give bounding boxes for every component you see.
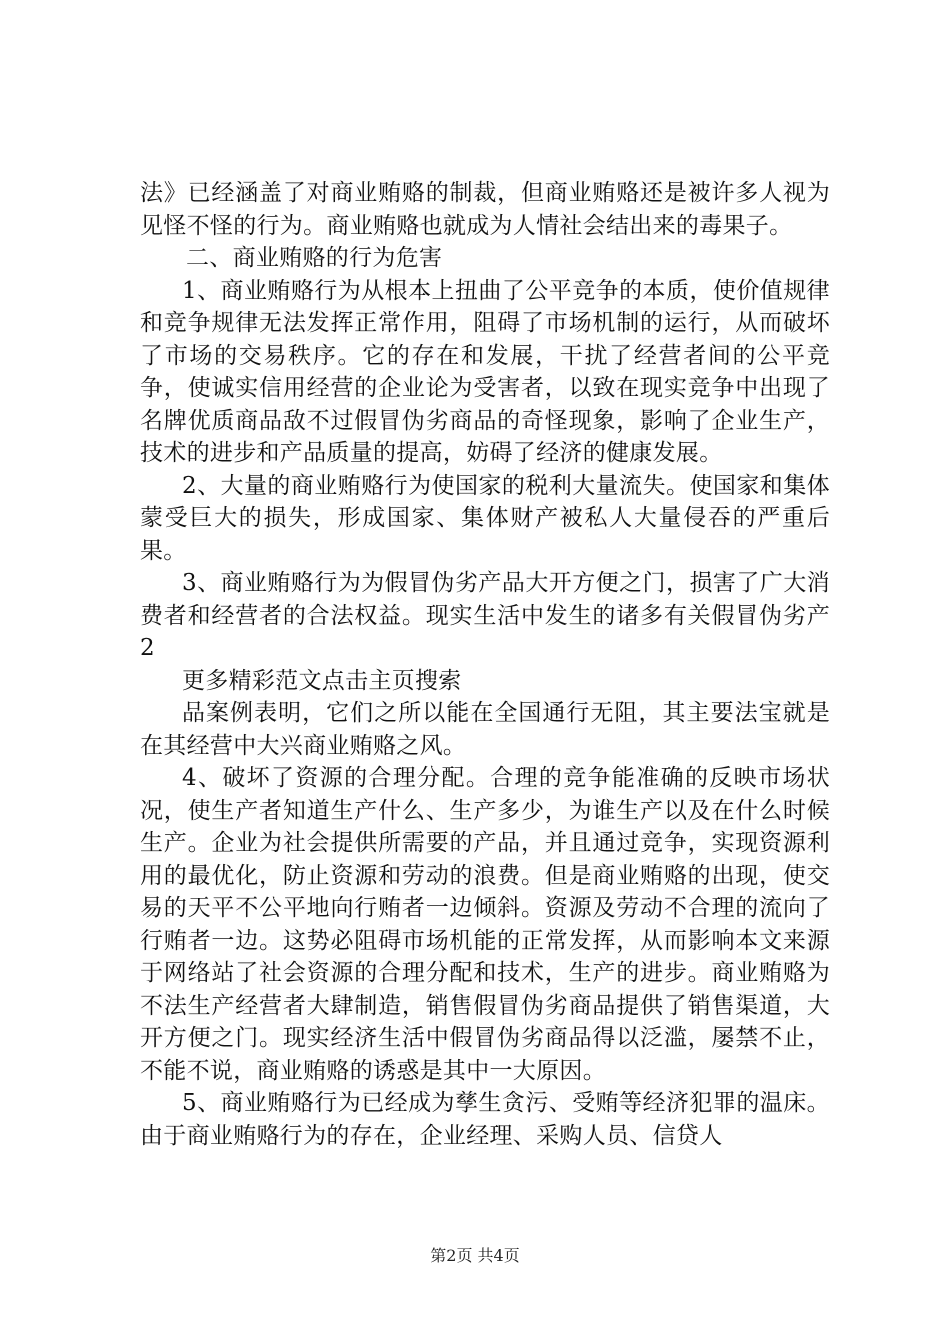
paragraph-harm-5: 5、商业贿赂行为已经成为孳生贪污、受贿等经济犯罪的温床。由于商业贿赂行为的存在，企业经理、采购人员、信贷人 — [140, 1090, 830, 1149]
promo-line: 更多精彩范文点击主页搜索 — [182, 667, 462, 694]
paragraph-harm-1: 1、商业贿赂行为从根本上扭曲了公平竞争的本质，使价值规律和竞争规律无法发挥正常作用，阻碍了市场机制的运行，从而破坏了市场的交易秩序。它的存在和发展，干扰了经营者间的公平竞争，使诚实信用经营的企业论为受害者，以致在现实竞争中出现了名牌优质商品敌不过假冒伪劣商品的奇怪现象，影响了企业生产，技术的进步和产品质量的提高，妨碍了经济的健康发展。 — [140, 277, 830, 466]
paragraph-harm-4: 4、破坏了资源的合理分配。合理的竞争能准确的反映市场状况，使生产者知道生产什么、生产多少，为谁生产以及在什么时候生产。企业为社会提供所需要的产品，并且通过竞争，实现资源利用的最优化，防止资源和劳动的浪费。但是商业贿赂的出现，使交易的天平不公平地向行贿者一边倾斜。资源及劳动不合理的流向了行贿者一边。这势必阻碍市场机能的正常发挥，从而影响本文来源于网络站了社会资源的合理分配和技术，生产的进步。商业贿赂为不法生产经营者大肆制造，销售假冒伪劣商品提供了销售渠道，大开方便之门。现实经济生活中假冒伪劣商品得以泛滥，屡禁不止，不能不说，商业贿赂的诱惑是其中一大原因。 — [140, 765, 830, 1084]
document-body — [140, 177, 830, 1152]
paragraph-continuation: 法》已经涵盖了对商业贿赂的制裁，但商业贿赂还是被许多人视为见怪不怪的行为。商业贿赂也就成为人情社会结出来的毒果子。 — [140, 180, 830, 239]
paragraph-harm-3-continued: 品案例表明，它们之所以能在全国通行无阻，其主要法宝就是在其经营中大兴商业贿赂之风。 — [140, 700, 830, 759]
paragraph-harm-3: 3、商业贿赂行为为假冒伪劣产品大开方便之门，损害了广大消费者和经营者的合法权益。现实生活中发生的诸多有关假冒伪劣产2 — [140, 570, 830, 661]
paragraph-harm-2: 2、大量的商业贿赂行为使国家的税利大量流失。使国家和集体蒙受巨大的损失，形成国家、集体财产被私人大量侵吞的严重后果。 — [140, 472, 830, 564]
page-number-footer: 第2页 共4页 — [430, 1246, 520, 1265]
section-heading: 二、商业贿赂的行为危害 — [186, 245, 443, 271]
